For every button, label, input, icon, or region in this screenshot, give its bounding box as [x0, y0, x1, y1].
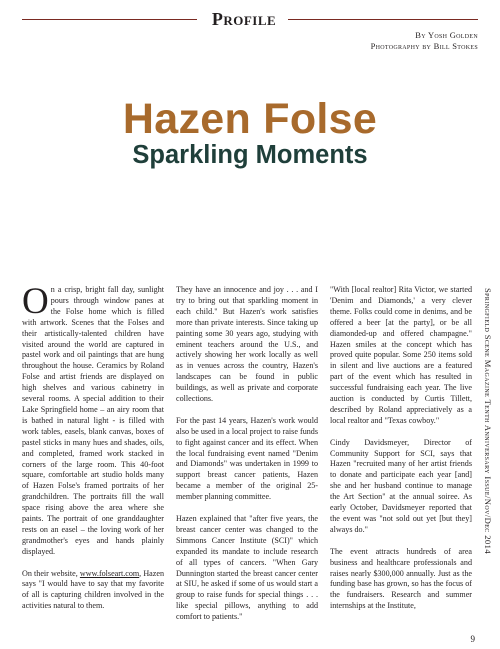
sidebar-masthead-text: Springfield Scene Magazine Tenth Anniversary Issue/Nov/Dec 2014 — [483, 288, 493, 555]
paragraph-text: n a crisp, bright fall day, sunlight pours through window panes at the Folse home which is filled with artwork. Scenes that the Folses and their artistically-talented children have visited around the world are captured in pastel work and oil paintings that are hung throughout the house. Ceramics by Roland Folse and artist friends are displayed on high shelves and various cabinetry in several rooms. A special addition to their Lake Springfield home – an airy room that is bathed in natural light - is filled with work tables, easels, blank canvas, boxes of pastel sticks in many hues and shades, oils, and completed, framed work stacked in corners of the large room. This 40-foot square, comfortable art studio holds many of Hazen Folse's framed portraits of her grandchildren. The portraits fill the wall space rising above the area where she paints. The portrait of one granddaughter rests on an easel – the loving work of her grandmother's eyes and hands plainly displayed. — [22, 285, 164, 556]
paragraph: For the past 14 years, Hazen's work would also be used in a local project to raise funds to fight against cancer and its effect. When the local fundraising event named "Denim and Diamonds" was undertaken in 1999 to support breast cancer patients, Hazen became a member of the original 25-member planning committee. — [176, 415, 318, 502]
column-3 — [330, 285, 472, 635]
byline-photographer: Photography by Bill Stokes — [370, 41, 478, 51]
paragraph: The event attracts hundreds of area business and healthcare professionals and raises nearly $300,000 annually. Just as the funding base has grown, so has the focus of the fundraisers. Research and summer internships at the Institute, — [330, 546, 472, 611]
paragraph-text: , Hazen says "I would have to say that my favorite of all is capturing children involved in the activities natural to them. — [22, 568, 164, 611]
header-rule-left — [22, 19, 197, 20]
paragraph: Cindy Davidsmeyer, Director of Community Support for SCI, says that Hazen "recruited many of her artist friends to donate and participate each year [and] she and her husband continue to manage the Art Section" at the annual soiree. As early October, Davidsmeyer reported that the event was "not sold out yet [but they] always do." — [330, 437, 472, 534]
byline — [371, 30, 478, 52]
article-subtitle: Sparkling Moments — [132, 141, 368, 169]
article-title: Hazen Folse — [122, 95, 378, 143]
column-2 — [176, 285, 318, 635]
sidebar-masthead — [479, 288, 493, 628]
paragraph — [22, 569, 164, 613]
paragraph-text: On their website, — [22, 568, 80, 578]
section-label: Profile — [211, 9, 277, 29]
header-rule-right — [288, 19, 478, 20]
article-body — [22, 285, 472, 635]
paragraph: "With [local realtor] Rita Victor, we started 'Denim and Diamonds,' a very clever theme. Folks could come in denims, and be offered a beer [at the party], or be all diamonded-up and offered champagne." Hazen smiles at the concept which has proved quite popular. Some 250 items sold in silent and live auctions are a featured part of the event which has resulted in successful fundraising each year. The live auction is conducted by Curtis Tillett, described by Roland appreciatively as a local realtor and "Texas cowboy." — [330, 285, 472, 425]
drop-cap: O — [22, 285, 49, 322]
paragraph — [22, 285, 164, 558]
page-number: 9 — [470, 634, 475, 644]
paragraph: They have an innocence and joy . . . and I try to bring out that sparkling moment in each child." But Hazen's work satisfies more than private interests. Since taking up painting some 30 years ago, studying with eminent teachers around the U.S., and actively showing her work locally as well as in venues across the country, Hazen's landscapes can be found in public buildings, as well as private and corporate collections. — [176, 285, 318, 404]
byline-author: By Yosh Golden — [415, 30, 478, 40]
paragraph: Hazen explained that "after five years, the breast cancer center was changed to the Simmons Cancer Institute (SCI)" which expanded its mandate to include research of all types of cancers. "When Gary Dunnington started the breast cancer center at SIU, he asked if some of us would start a group to raise funds for special things . . . like special pillows, anything to add comfort to patients." — [176, 514, 318, 622]
column-1 — [22, 285, 164, 635]
website-link[interactable]: www.folseart.com — [79, 568, 140, 578]
